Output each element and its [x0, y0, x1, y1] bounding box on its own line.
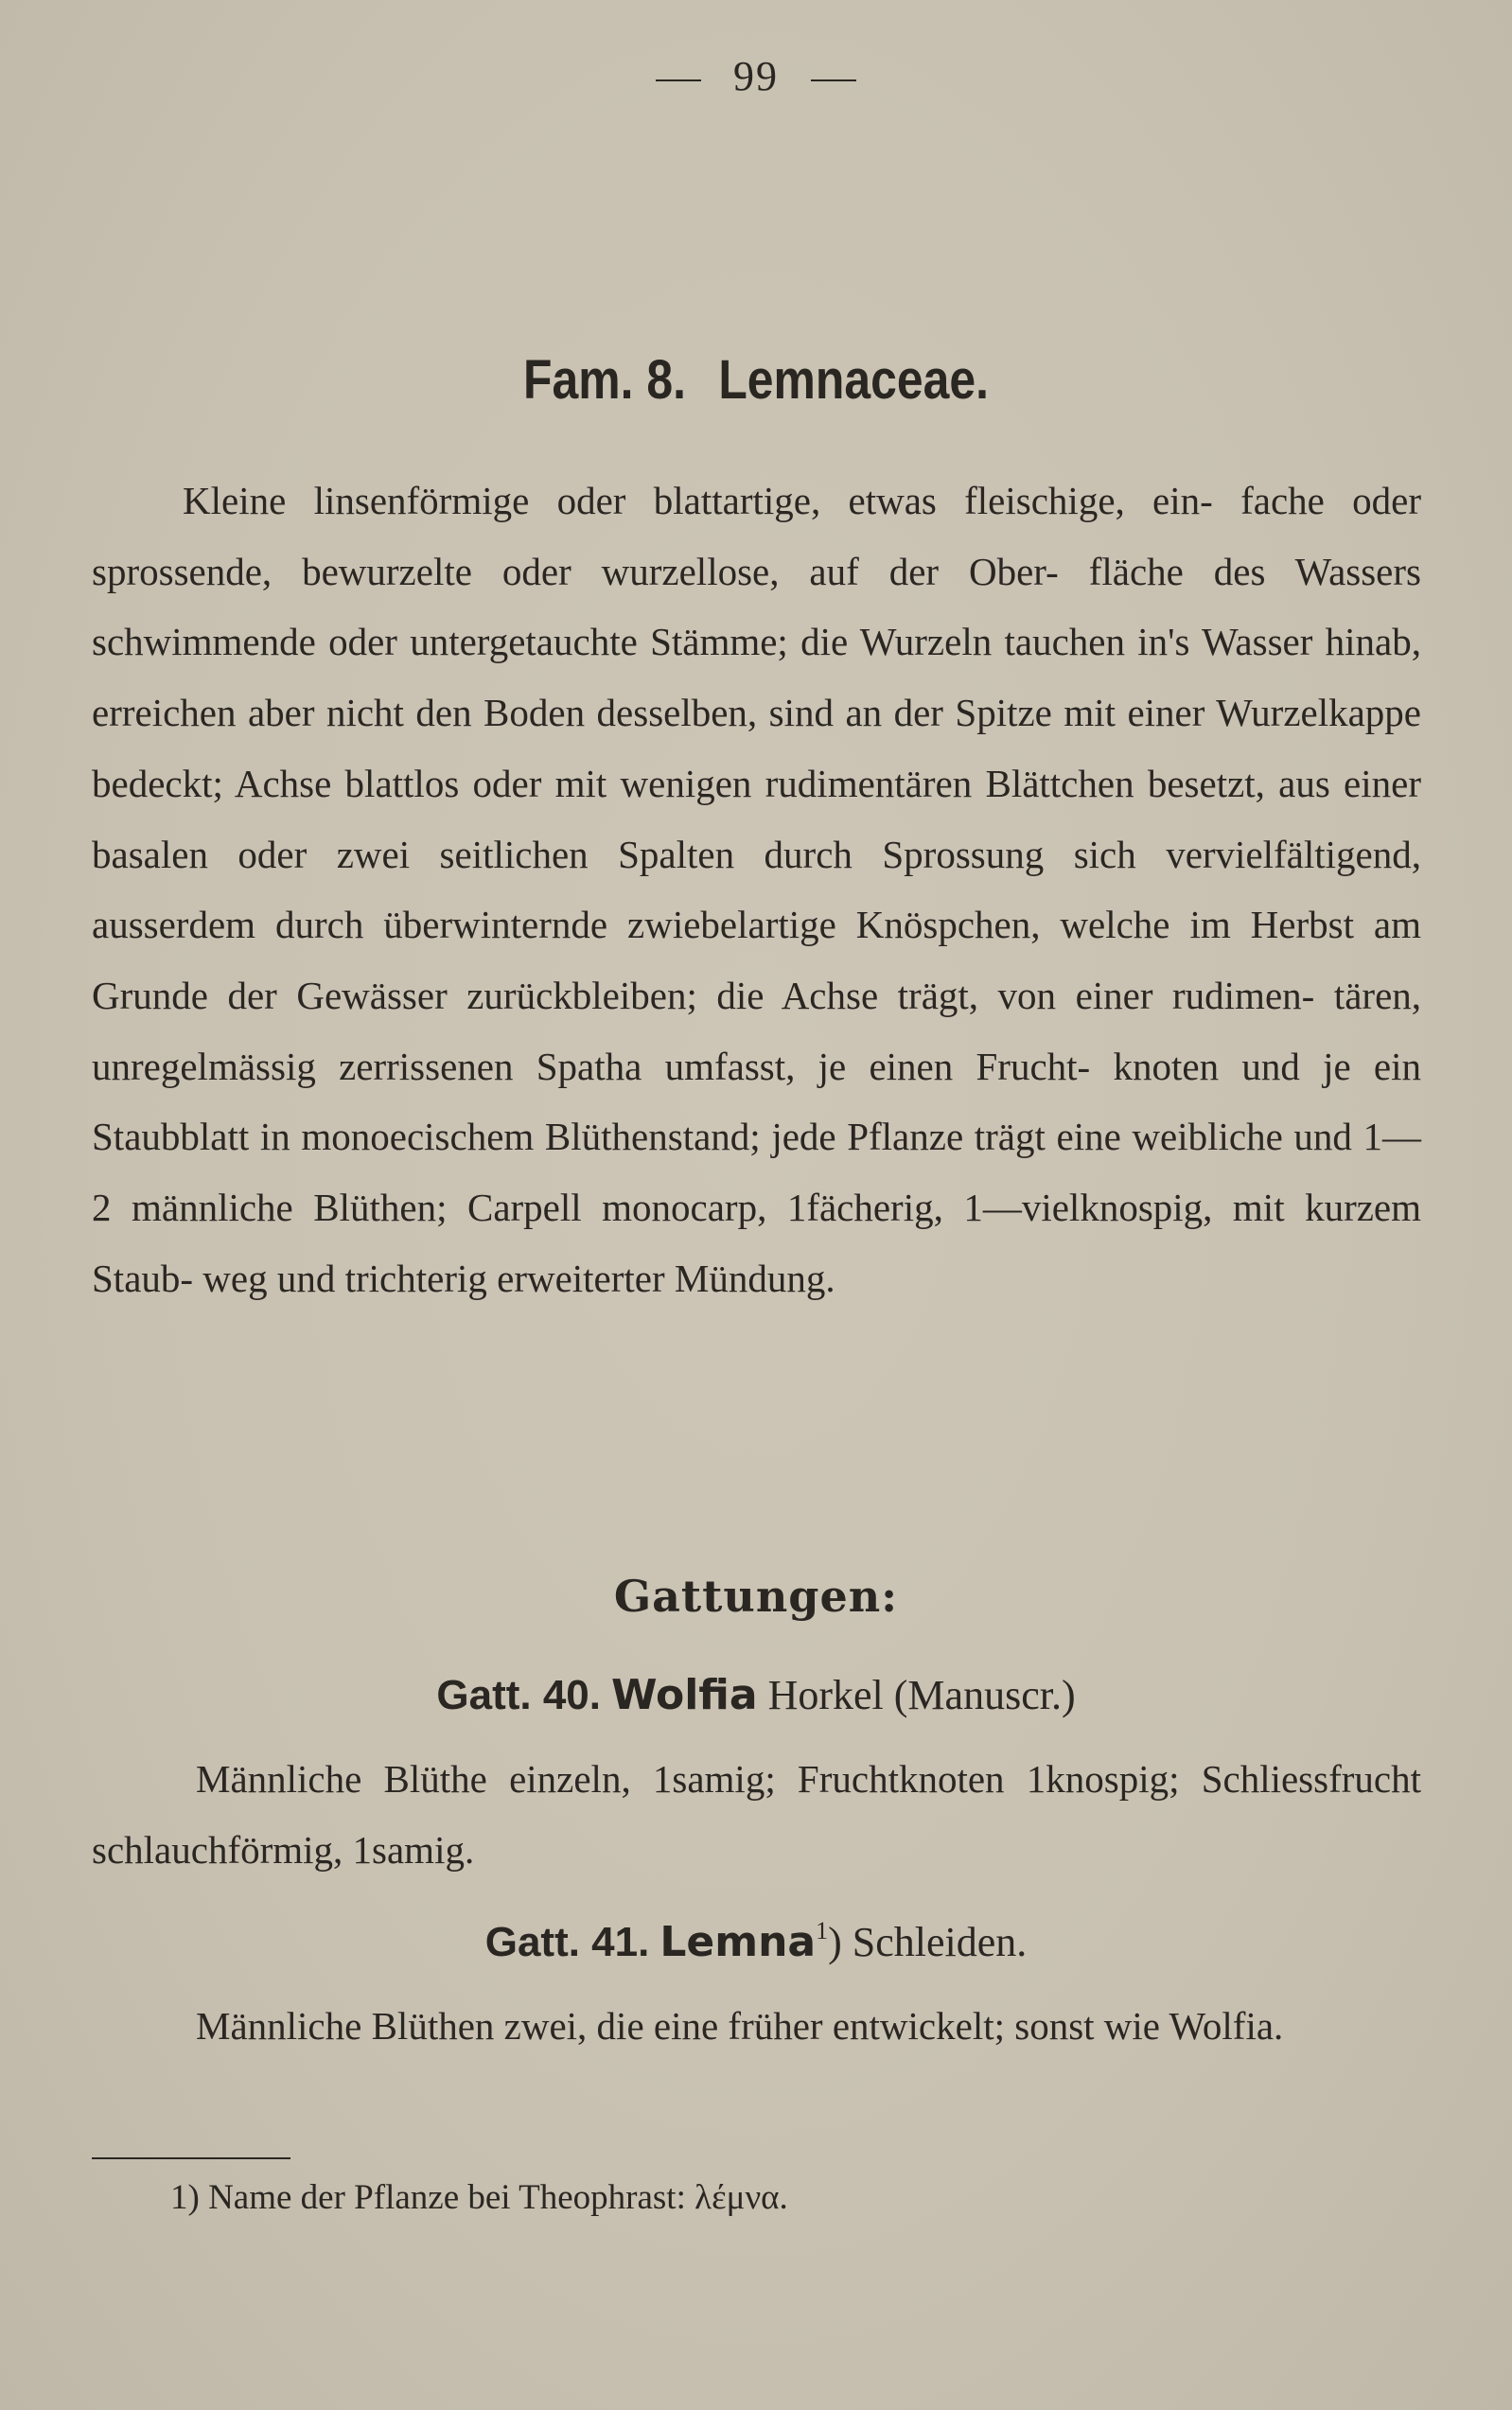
description-line: fläche des Wassers schwimmende oder untergetauchte Stämme;: [92, 549, 1421, 664]
genus-authority: ) Schleiden.: [828, 1919, 1028, 1965]
genus-label: Gatt. 40.: [436, 1672, 601, 1718]
footnote: [170, 2173, 788, 2224]
footnote-reference[interactable]: 1: [816, 1917, 829, 1944]
description-line: Carpell monocarp, 1fächerig, 1—vielknospig, mit kurzem Staub-: [92, 1186, 1422, 1300]
description-line: die Wurzeln tauchen in's Wasser hinab, erreichen aber nicht: [92, 620, 1421, 735]
genus-description-line: Männliche Blüthe einzeln, 1samig; Fruchtknoten 1knospig;: [196, 1757, 1180, 1801]
genus-authority: Horkel (Manuscr.): [767, 1672, 1076, 1718]
page-number-line: [0, 52, 1512, 100]
genus-heading-lemna: [0, 1917, 1512, 1966]
genus-name: Lemna: [659, 1918, 817, 1966]
family-description: [92, 466, 1421, 1313]
description-line: knoten und je ein Staubblatt in monoecischem Blüthenstand;: [92, 1044, 1422, 1159]
description-line: jede Pflanze trägt eine weibliche und 1—2 männliche Blüthen;: [92, 1115, 1422, 1230]
genus-description-line: Männliche Blüthen zwei, die eine früher entwickelt; sonst: [196, 2004, 1095, 2048]
description-line: zwiebelartige Knöspchen, welche im Herbst am Grunde der: [92, 903, 1421, 1017]
footnote-divider: [92, 2157, 290, 2159]
genus-label: Gatt. 41.: [484, 1919, 650, 1965]
genus-description-line: Schliessfrucht schlauchförmig, 1samig.: [92, 1757, 1421, 1872]
family-name: Lemnaceae.: [718, 349, 989, 411]
page-number-dash-right: [811, 79, 856, 81]
genus-description-line: wie Wolfia.: [1103, 2004, 1284, 2048]
description-line: den Boden desselben, sind an der Spitze mit einer Wurzelkappe: [415, 691, 1421, 735]
page-number-dash-left: [656, 79, 701, 81]
description-line: Sprossung sich vervielfältigend, ausserdem durch überwinternde: [92, 832, 1421, 947]
genus-description-wolfia: [92, 1744, 1421, 1885]
family-number: Fam. 8.: [523, 349, 686, 411]
genera-heading: Gattungen:: [613, 1571, 899, 1622]
genus-heading-wolfia: [0, 1671, 1512, 1719]
footnote-marker: 1): [170, 2178, 200, 2217]
description-line: Gewässer zurückbleiben; die Achse trägt, von einer rudimen-: [296, 973, 1315, 1017]
description-line: weg und trichterig erweiterter Mündung.: [202, 1256, 835, 1300]
family-title: [106, 348, 1406, 412]
description-line: fache oder sprossende, bewurzelte oder wurzellose, auf der Ober-: [92, 479, 1422, 593]
footnote-greek-word: λέμνα.: [694, 2178, 788, 2217]
description-line: bedeckt; Achse blattlos oder mit wenigen rudimentären Blättchen: [92, 761, 1134, 805]
genus-description-lemna: [92, 1991, 1421, 2062]
genus-name: Wolfia: [611, 1671, 758, 1719]
description-line: tären, unregelmässig zerrissenen Spatha umfasst, je einen Frucht-: [92, 973, 1422, 1088]
description-line: besetzt, aus einer basalen oder zwei seitlichen Spalten durch: [92, 761, 1421, 876]
footnote-text: Name der Pflanze bei Theophrast:: [208, 2178, 686, 2217]
description-line: Kleine linsenförmige oder blattartige, etwas fleischige, ein-: [183, 479, 1213, 522]
page-number: 99: [733, 53, 779, 99]
